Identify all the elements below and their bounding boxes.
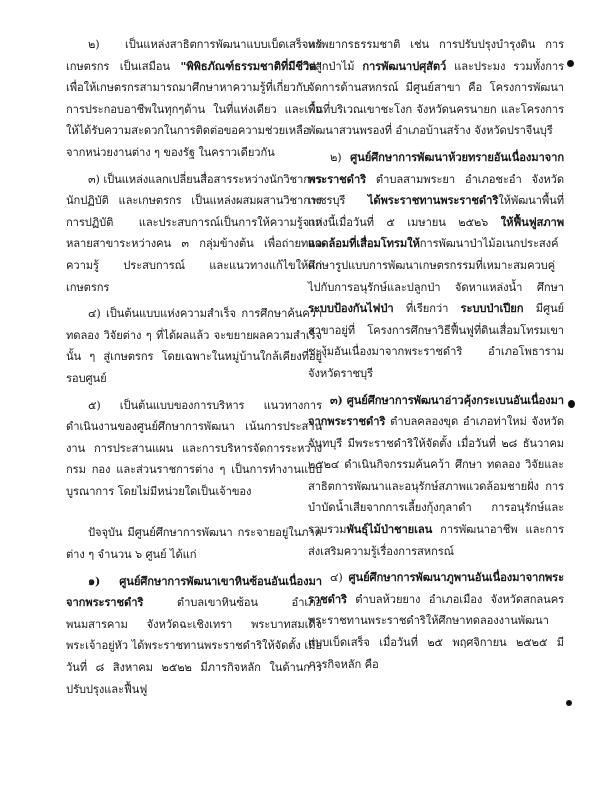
bold-text-run: ศูนย์ศึกษาการพัฒนาภูพานอันเนื่องมาจากพระราชดำริ <box>308 570 564 606</box>
bold-text-run: ระบบป่าเปียก <box>460 301 524 316</box>
text-run: เพื่อให้เกษตรกรสามารถมาศึกษาหาความรู้ที่เกี่ยวกับการประกอบอาชีพในทุกๆด้าน ในที่แห่งเดียว และเพื่อให้ได้รับความสะดวกในการติดต่อขอความช่วยเหลือจากหน่วยงานต่าง ๆ ของรัฐ ในคราวเดียวกัน <box>66 81 322 159</box>
scan-speck <box>567 60 574 67</box>
text-run: ตำบลสามพระยา อำเภอชะอำ จังหวัดเพชรบุรี <box>308 172 564 208</box>
right-column <box>308 34 564 680</box>
text-run: ๓) เป็นแหล่งแลกเปลี่ยนสื่อสารระหว่างนักวิชาการ นักปฏิบัติ และเกษตรกร เป็นแหล่งผสมผสานวิชาการ การปฏิบัติ และประสบการณ์เป็นการให้ความรู้จากหลายสาขาระหว่างคน ๓ กลุ่มข้างต้น เพื่อถ่ายทอดความรู้ ประสบการณ์ และแนวทางแก้ไขให้แก่เกษตรกร <box>66 172 322 294</box>
paragraph <box>66 34 322 164</box>
text-run: การพัฒนาป่าไม้อเนกประสงค์ ศึกษารูปแบบการพัฒนาเกษตรกรรมที่เหมาะสมควบคู่ไปกับการอนุรักษ์และปลูกป่า จัดหาแหล่งน้ำ ศึกษา <box>308 237 564 294</box>
paragraph <box>66 522 322 565</box>
bold-text-run: การพัฒนาปศุสัตว์ <box>362 58 447 73</box>
text-run: ทรัพยากรธรรมชาติ เช่น การปรับปรุงบำรุงดิน การปลูกป่าไม้ <box>308 38 564 73</box>
text-run: ตำบลห้วยยาง อำเภอเมือง จังหวัดสกลนคร พระราชทานพระราชดำริให้ศึกษาทดลองงานพัฒนาแบบเบ็ดเสร็จ เมื่อวันที่ ๒๕ พฤศจิกายน ๒๕๒๕ มีภารกิจหลัก คือ <box>308 592 564 671</box>
text-run: และประมง รวมทั้งการจัดการด้านสหกรณ์ มีศูนย์สาขา คือ โครงการพัฒนาพื้นที่บริเวณเขาชะโงก จังหวัดนครนายก และโครงการพัฒนาสวนพรองที่ อำเภอบ้านสร้าง จังหวัดปราจีนบุรี <box>308 59 564 138</box>
text-run: ปัจจุบัน มีศูนย์ศึกษาการพัฒนา กระจายอยู่ในภาคต่าง ๆ จำนวน ๖ ศูนย์ ได้แก่ <box>66 526 322 562</box>
bold-text-run: ได้พระราชทานพระราชดำริ <box>367 193 499 208</box>
bold-text-run: ระบบป้องกันไฟป่า <box>308 301 394 316</box>
left-column <box>66 34 322 705</box>
bold-text-run: ให้ฟื้นฟูสภาพแวดล้อมที่เสื่อมโทรมให้ <box>308 214 564 251</box>
text-run: ๒) เป็นแหล่งสาธิตการพัฒนาแบบเบ็ดเสร็จแก่เกษตรกร เป็นเสมือน <box>66 38 322 73</box>
bold-text-run: ๑) ศูนย์ศึกษาการพัฒนาเขาหินซ้อนอันเนื่องมาจากพระราชดำริ <box>66 573 322 610</box>
bold-text-run: ศูนย์ศึกษาการพัฒนาห้วยทรายอันเนื่องมาจากพระราชดำริ <box>308 149 564 186</box>
scan-speck <box>566 700 572 706</box>
text-run: ตำบลคลองขุด อำเภอท่าใหม่ จังหวัดจันทบุรี มีพระราชดำริให้จัดตั้ง เมื่อวันที่ ๒๘ ธันวาคม ๒๕๒๔ ดำเนินกิจกรรมค้นคว้า ศึกษา ทดลอง วิจัยและสาธิตการพัฒนาและอนุรักษ์สภาพแวดล้อมชายฝั่ง การบำบัดน้ำเสียจากการเลี้ยงกุ้งกุลาดำ การอนุรักษ์และรวบรวม <box>308 415 564 537</box>
text-run: ๕) เป็นต้นแบบของการบริหาร แนวทางการดำเนินงานของศูนย์ศึกษาการพัฒนา เน้นการประสานงาน การประสานแผน และการบริหารจัดการระหว่างกรม กอง และส่วนราชการต่าง ๆ เป็นการทำงานแบบบูรณาการ โดยไม่มีหน่วยใดเป็นเจ้าของ <box>66 398 322 498</box>
text-run: ๔) <box>330 571 349 585</box>
text-run: ให้พัฒนาพื้นที่แห่งนี้เมื่อวันที่ ๕ เมษายน ๒๕๒๖ <box>308 194 564 229</box>
paragraph <box>66 303 322 389</box>
paragraph <box>66 169 322 299</box>
text-run: ตำบลเขาหินซ้อน อำเภอพนมสารคาม จังหวัดฉะเชิงเทรา พระบาทสมเด็จพระเจ้าอยู่หัว ได้พระราชทานพระราชดำริให้จัดตั้ง เมื่อวันที่ ๘ สิงหาคม ๒๕๒๒ มีภารกิจหลัก ในด้านการปรับปรุงและฟื้นฟู <box>66 596 322 696</box>
paragraph <box>66 571 322 701</box>
scan-speck <box>568 400 575 408</box>
text-run: ที่เรียกว่า <box>393 302 461 316</box>
text-run: ๒) <box>330 150 351 164</box>
text-run: มีศูนย์สาขาอยู่ที่ โครงการศึกษาวิธีฟื้นฟูที่ดินเสื่อมโทรมเขาชะงุ้มอันเนื่องมาจากพระราชดำริ อำเภอโพธาราม จังหวัดราชบุรี <box>308 302 564 380</box>
text-run: ๔) เป็นต้นแบบแห่งความสำเร็จ การศึกษาค้นคว้า ทดลอง วิจัยต่าง ๆ ที่ได้ผลแล้ว จะขยายผลความสำเร็จนั้น ๆ สู่เกษตรกร โดยเฉพาะในหมู่บ้านใกล้เคียงที่อยู่รอบศูนย์ <box>66 307 322 385</box>
bold-text-run: "พิพิธภัณฑ์ธรรมชาติที่มีชีวิต" <box>180 58 322 73</box>
paragraph <box>308 147 564 385</box>
bold-text-run: ๓) ศูนย์ศึกษาการพัฒนาอ่าวคุ้งกระเบนอันเนื่องมาจากพระราชดำริ <box>308 392 564 429</box>
paragraph <box>308 34 564 142</box>
paragraph <box>308 567 564 675</box>
text-run: การพัฒนาอาชีพ และการส่งเสริมความรู้เรื่องการสหกรณ์ <box>308 523 564 558</box>
bold-text-run: พันธุ์ไม้ป่าชายเลน <box>346 522 433 537</box>
paragraph <box>308 390 564 563</box>
paragraph <box>66 395 322 503</box>
